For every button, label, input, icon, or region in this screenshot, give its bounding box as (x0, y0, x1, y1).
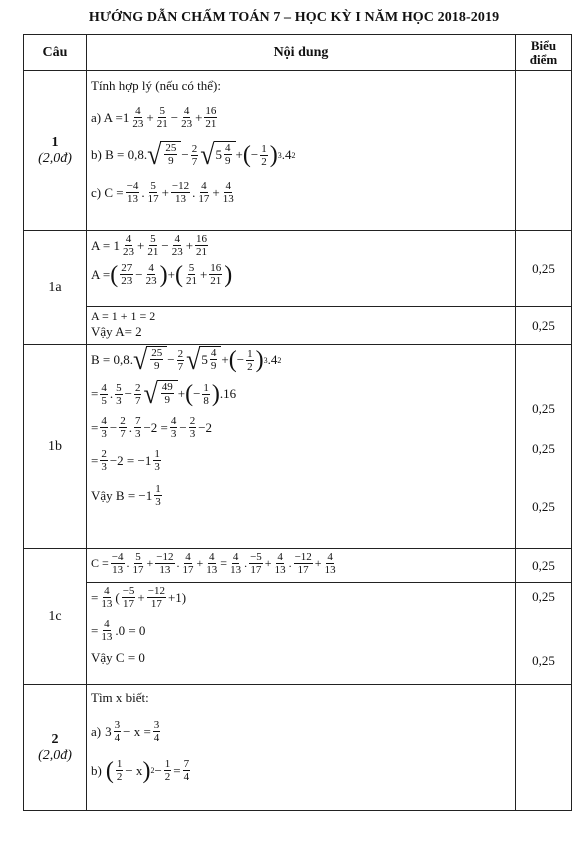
q1-content (87, 71, 516, 231)
q1c-conclusion: Vậy C = 0 (91, 650, 145, 665)
q1c-score-3: 0,25 (532, 653, 555, 668)
row-q1 (24, 71, 572, 231)
q1-points: (2,0đ) (38, 150, 72, 166)
q1-intro: Tính hợp lý (nếu có thể): (91, 78, 221, 93)
header-noi-dung: Nội dung (87, 35, 516, 71)
grading-table (23, 34, 572, 811)
q1b-content (87, 345, 516, 549)
q2b-prefix: b) (91, 762, 102, 778)
q1b-label: 1b (24, 345, 87, 549)
q1c-content-2 (87, 583, 516, 685)
q1c-content-1 (87, 549, 516, 583)
row-q1c-part1 (24, 549, 572, 583)
q2-label: 2 (51, 731, 59, 747)
row-q1a-part2 (24, 307, 572, 345)
q1a-step3: A = 1 + 1 = 2 (91, 309, 156, 323)
q2a-prefix: a) (91, 723, 102, 739)
q1b-score-1: 0,25 (532, 401, 555, 416)
q1b-prefix: b) B = 0,8. (91, 147, 148, 162)
q1c-prefix: c) C = (91, 184, 124, 200)
q1a-content-2 (87, 307, 516, 345)
q1a-content-1 (87, 231, 516, 307)
q1c-step3: = $\frac{4}{13}$ .0 = 0 (91, 618, 146, 643)
row-q1c-part2 (24, 583, 572, 685)
header-bieu-diem: Biểu điểm (516, 35, 572, 71)
page-title: HƯỚNG DẪN CHẤM TOÁN 7 – HỌC KỲ I NĂM HỌC 2018-2019 (88, 10, 500, 25)
q1c-score-2: 0,25 (532, 589, 555, 604)
q2-intro: Tìm x biết: (91, 690, 149, 705)
q1a-expression: a) A = 1 $\frac{4}{23}$ + $\frac{5}{21}$ − $\frac{4}{23}$ + $\frac{16}{21}$ (91, 105, 217, 130)
row-q1a-part1 (24, 231, 572, 307)
q1b-step2: = $\frac{4}{5}$ . $\frac{5}{3}$ − $\frac{2}{7}$ √ $\frac{49}{9}$ + ( − $\frac{1}{8}$ ) .16 (91, 377, 237, 410)
q1c-step2: = $\frac{4}{13}$ ( $\frac{-5}{17}$ + $\frac{-12}{17}$ +1) (91, 585, 187, 610)
q1a-step2: A = ( $\frac{27}{23}$ − $\frac{4}{23}$ ) + ( $\frac{5}{21}$ + $\frac{16}{21}$ ) (91, 261, 233, 288)
q1c-label: 1c (24, 549, 87, 685)
q1c-scores (516, 583, 572, 685)
q1a-score-2: 0,25 (516, 307, 572, 345)
q1b-score-2: 0,25 (532, 441, 555, 456)
row-q1b (24, 345, 572, 549)
header-row (24, 35, 572, 71)
q1a-step1: A = 1 $\frac{4}{23}$ + $\frac{5}{21}$ − $\frac{4}{23}$ + $\frac{16}{21}$ (91, 233, 208, 258)
q1b-step1: B = 0,8. √ $\frac{25}{9}$ − $\frac{2}{7}$ √ 5 $\frac{4}{9}$ + ( − $\frac{1}{2}$ ) 3 .4 2 (91, 343, 282, 376)
q2b-expression: b) ( $\frac{1}{2}$ − x ) 2 − $\frac{1}{2}$ = $\frac{7}{4}$ (91, 757, 190, 784)
q1c-expression: c) C = $\frac{-4}{13}$ . $\frac{5}{17}$ + $\frac{-12}{13}$ . $\frac{4}{17}$ + $\frac{4}{13}$ (91, 180, 234, 205)
q1c-score-1: 0,25 (516, 549, 572, 583)
q1-label: 1 (51, 134, 59, 150)
q1b-expression: b) B = 0,8. √ $\frac{25}{9}$ − $\frac{2}{7}$ √ 5 $\frac{4}{9}$ + ( − $\frac{1}{2}$ ) 3 .4 2 (91, 138, 296, 171)
q1a-prefix: a) A = (91, 109, 123, 125)
q1-score-cell (516, 71, 572, 231)
q2-points: (2,0đ) (38, 747, 72, 763)
q2-score-cell (516, 685, 572, 811)
q1b-step3: = $\frac{4}{3}$ − $\frac{2}{7}$ . $\frac{7}{3}$ −2 = $\frac{4}{3}$ − $\frac{2}{3}$ −2 (91, 415, 213, 440)
q2-content (87, 685, 516, 811)
q2-label-cell (24, 685, 87, 811)
q1b-scores (516, 345, 572, 549)
header-cau: Câu (24, 35, 87, 71)
q1a-score-1: 0,25 (516, 231, 572, 307)
q1b-step4: = $\frac{2}{3}$ −2 = −1 $\frac{1}{3}$ (91, 448, 160, 473)
q2a-expression: a) 3 $\frac{3}{4}$ − x = $\frac{3}{4}$ (91, 719, 160, 744)
q1a-conclusion: Vậy A= 2 (91, 324, 142, 339)
q1b-score-3: 0,25 (532, 499, 555, 514)
q1c-step1: C = $\frac{-4}{13}$ . $\frac{5}{17}$ + $\frac{-12}{13}$ . $\frac{4}{17}$ + $\frac{4}{13}$ = $\frac{4}{13}$ . $\frac{-5}{17}$ + $\frac{4}{13}$ . $\frac{-12}{17}$ + $\frac{4}{13}$ (91, 551, 336, 576)
row-q2 (24, 685, 572, 811)
q1b-vay: Vậy B = −1 (91, 487, 153, 503)
q1a-label: 1a (24, 231, 87, 345)
q1-label-cell (24, 71, 87, 231)
q1b-conclusion: Vậy B = −1 $\frac{1}{3}$ (91, 483, 161, 508)
